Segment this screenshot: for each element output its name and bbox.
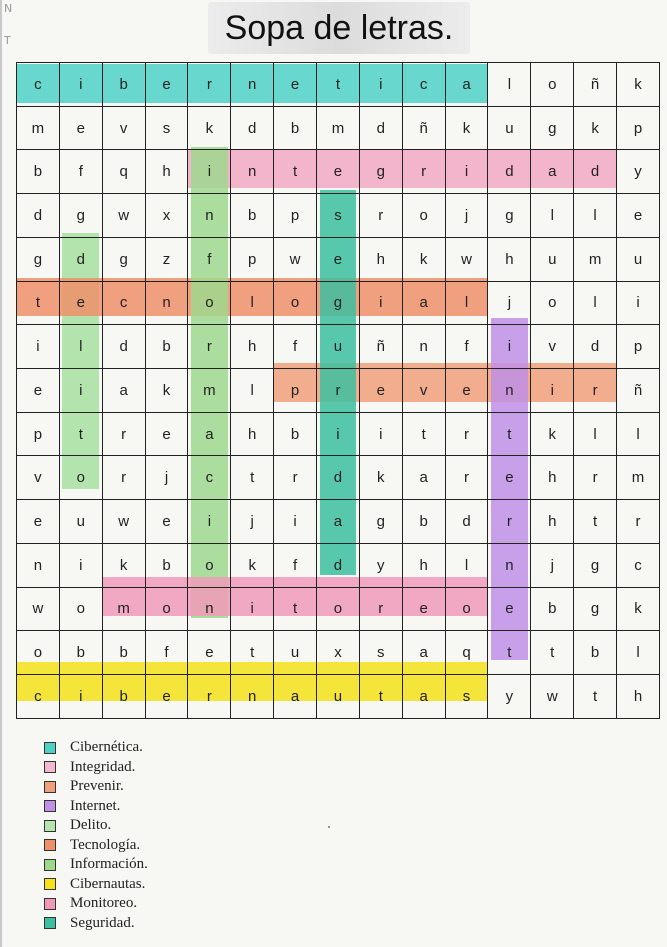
grid-cell: e: [402, 587, 445, 631]
legend-label: Prevenir.: [70, 778, 124, 795]
grid-cell: v: [17, 456, 60, 500]
grid-cell: y: [359, 543, 402, 587]
grid-cell: c: [17, 675, 60, 719]
grid-cell: u: [59, 500, 102, 544]
grid-cell: m: [188, 369, 231, 413]
grid-cell: i: [359, 412, 402, 456]
grid-cell: b: [145, 543, 188, 587]
grid-cell: n: [188, 587, 231, 631]
grid-cell: b: [531, 587, 574, 631]
grid-cell: k: [359, 456, 402, 500]
color-swatch: [44, 839, 56, 851]
grid-cell: b: [274, 412, 317, 456]
grid-cell: l: [445, 543, 488, 587]
grid-cell: r: [574, 456, 617, 500]
grid-cell: n: [402, 325, 445, 369]
grid-cell: i: [188, 500, 231, 544]
grid-cell: w: [102, 500, 145, 544]
grid-row: [17, 63, 660, 107]
word-search-grid: [16, 62, 660, 703]
grid-cell: h: [617, 675, 660, 719]
grid-cell: l: [231, 281, 274, 325]
grid-cell: f: [274, 325, 317, 369]
grid-cell: t: [574, 675, 617, 719]
grid-cell: o: [145, 587, 188, 631]
grid-cell: r: [359, 587, 402, 631]
grid-cell: l: [59, 325, 102, 369]
grid-cell: i: [617, 281, 660, 325]
grid-cell: l: [574, 412, 617, 456]
grid-cell: ñ: [402, 106, 445, 150]
grid-cell: h: [402, 543, 445, 587]
grid-cell: i: [488, 325, 531, 369]
grid-cell: u: [317, 675, 360, 719]
grid-cell: t: [17, 281, 60, 325]
grid-cell: t: [488, 631, 531, 675]
grid-cell: k: [145, 369, 188, 413]
grid-cell: e: [188, 631, 231, 675]
legend-label: Seguridad.: [70, 914, 135, 931]
grid-cell: b: [102, 631, 145, 675]
grid-cell: i: [317, 412, 360, 456]
grid-cell: l: [231, 369, 274, 413]
grid-cell: l: [617, 631, 660, 675]
grid-cell: h: [531, 500, 574, 544]
grid-cell: t: [231, 631, 274, 675]
legend-item: [44, 894, 148, 914]
legend-item: [44, 816, 148, 836]
grid-cell: d: [574, 325, 617, 369]
grid-cell: d: [445, 500, 488, 544]
grid-cell: p: [617, 106, 660, 150]
grid-cell: g: [59, 194, 102, 238]
grid-cell: x: [317, 631, 360, 675]
grid-cell: o: [59, 587, 102, 631]
grid-cell: j: [145, 456, 188, 500]
grid-cell: t: [274, 150, 317, 194]
page-title: Sopa de letras.: [224, 8, 454, 47]
grid-cell: r: [445, 456, 488, 500]
grid-cell: r: [445, 412, 488, 456]
grid-cell: l: [445, 281, 488, 325]
grid-cell: d: [17, 194, 60, 238]
grid-cell: e: [145, 63, 188, 107]
grid-cell: j: [531, 543, 574, 587]
grid-cell: r: [574, 369, 617, 413]
grid-cell: z: [145, 237, 188, 281]
grid-cell: i: [274, 500, 317, 544]
grid-row: [17, 543, 660, 587]
grid-cell: e: [445, 369, 488, 413]
grid-cell: b: [59, 631, 102, 675]
grid-cell: k: [531, 412, 574, 456]
grid-cell: m: [317, 106, 360, 150]
color-swatch: [44, 742, 56, 754]
color-swatch: [44, 878, 56, 890]
grid-cell: i: [531, 369, 574, 413]
grid-cell: y: [617, 150, 660, 194]
margin-line: [0, 0, 2, 947]
grid-cell: ñ: [617, 369, 660, 413]
grid-cell: a: [317, 500, 360, 544]
grid-cell: i: [59, 543, 102, 587]
grid-cell: e: [488, 587, 531, 631]
grid-cell: a: [102, 369, 145, 413]
grid-cell: h: [531, 456, 574, 500]
grid-cell: d: [359, 106, 402, 150]
legend-label: Cibernética.: [70, 739, 143, 756]
grid-cell: a: [402, 631, 445, 675]
grid-cell: l: [617, 412, 660, 456]
grid-cell: b: [402, 500, 445, 544]
grid-cell: t: [59, 412, 102, 456]
grid-cell: e: [317, 237, 360, 281]
grid-cell: v: [531, 325, 574, 369]
grid-cell: c: [17, 63, 60, 107]
color-swatch: [44, 820, 56, 832]
grid-cell: d: [574, 150, 617, 194]
grid-cell: m: [102, 587, 145, 631]
grid-cell: k: [617, 63, 660, 107]
grid-cell: t: [231, 456, 274, 500]
grid-cell: b: [17, 150, 60, 194]
grid-cell: q: [102, 150, 145, 194]
grid-cell: g: [102, 237, 145, 281]
edge-mark: N: [4, 2, 13, 15]
grid-cell: f: [274, 543, 317, 587]
grid-cell: i: [59, 63, 102, 107]
grid-cell: j: [445, 194, 488, 238]
grid-row: [17, 456, 660, 500]
grid-cell: d: [317, 456, 360, 500]
grid-cell: d: [488, 150, 531, 194]
grid-cell: b: [274, 106, 317, 150]
grid-cell: e: [145, 412, 188, 456]
grid-cell: n: [188, 194, 231, 238]
grid-cell: p: [231, 237, 274, 281]
grid-cell: b: [102, 675, 145, 719]
grid-cell: s: [445, 675, 488, 719]
grid-cell: p: [617, 325, 660, 369]
grid-cell: o: [274, 281, 317, 325]
grid-row: [17, 587, 660, 631]
grid-cell: f: [188, 237, 231, 281]
grid-cell: t: [402, 412, 445, 456]
legend-label: Información.: [70, 856, 148, 873]
grid-cell: n: [17, 543, 60, 587]
word-legend: [44, 738, 148, 933]
grid-cell: c: [102, 281, 145, 325]
grid-cell: o: [188, 281, 231, 325]
color-swatch: [44, 917, 56, 929]
legend-label: Delito.: [70, 817, 112, 834]
letter-table: [16, 62, 660, 719]
edge-mark: T: [4, 34, 11, 47]
grid-cell: r: [188, 325, 231, 369]
grid-cell: j: [231, 500, 274, 544]
grid-cell: k: [231, 543, 274, 587]
grid-cell: a: [402, 456, 445, 500]
grid-cell: r: [317, 369, 360, 413]
grid-cell: k: [102, 543, 145, 587]
grid-cell: c: [188, 456, 231, 500]
grid-cell: s: [317, 194, 360, 238]
grid-cell: g: [574, 543, 617, 587]
grid-cell: k: [188, 106, 231, 150]
grid-cell: q: [445, 631, 488, 675]
legend-item: [44, 836, 148, 856]
legend-label: Tecnología.: [70, 836, 141, 853]
grid-cell: h: [359, 237, 402, 281]
grid-cell: u: [531, 237, 574, 281]
color-swatch: [44, 898, 56, 910]
grid-cell: l: [488, 63, 531, 107]
color-swatch: [44, 800, 56, 812]
grid-cell: r: [402, 150, 445, 194]
legend-item: [44, 875, 148, 895]
grid-cell: r: [188, 63, 231, 107]
grid-cell: t: [574, 500, 617, 544]
legend-item: [44, 777, 148, 797]
grid-cell: h: [488, 237, 531, 281]
grid-cell: c: [402, 63, 445, 107]
legend-label: Integridad.: [70, 758, 136, 775]
grid-cell: a: [274, 675, 317, 719]
grid-cell: y: [488, 675, 531, 719]
grid-row: [17, 237, 660, 281]
grid-cell: c: [617, 543, 660, 587]
grid-cell: g: [488, 194, 531, 238]
grid-cell: w: [274, 237, 317, 281]
grid-cell: u: [488, 106, 531, 150]
grid-cell: l: [574, 194, 617, 238]
grid-cell: v: [402, 369, 445, 413]
grid-row: [17, 325, 660, 369]
legend-label: Cibernautas.: [70, 875, 146, 892]
grid-cell: a: [402, 281, 445, 325]
grid-row: [17, 281, 660, 325]
grid-cell: r: [359, 194, 402, 238]
grid-cell: h: [231, 325, 274, 369]
grid-cell: r: [102, 456, 145, 500]
color-swatch: [44, 781, 56, 793]
grid-cell: j: [488, 281, 531, 325]
grid-cell: e: [145, 675, 188, 719]
grid-cell: n: [231, 150, 274, 194]
grid-row: [17, 412, 660, 456]
grid-cell: f: [59, 150, 102, 194]
grid-cell: v: [102, 106, 145, 150]
grid-cell: s: [145, 106, 188, 150]
legend-label: Monitoreo.: [70, 895, 138, 912]
grid-row: [17, 631, 660, 675]
grid-cell: e: [17, 500, 60, 544]
legend-item: [44, 738, 148, 758]
grid-cell: t: [317, 63, 360, 107]
grid-cell: t: [488, 412, 531, 456]
grid-cell: l: [531, 194, 574, 238]
grid-cell: x: [145, 194, 188, 238]
grid-cell: g: [17, 237, 60, 281]
grid-row: [17, 500, 660, 544]
grid-cell: g: [574, 587, 617, 631]
grid-cell: k: [574, 106, 617, 150]
grid-cell: u: [617, 237, 660, 281]
grid-cell: b: [574, 631, 617, 675]
grid-cell: p: [17, 412, 60, 456]
grid-cell: n: [145, 281, 188, 325]
grid-row: [17, 194, 660, 238]
legend-item: [44, 758, 148, 778]
grid-cell: n: [231, 675, 274, 719]
grid-cell: e: [145, 500, 188, 544]
grid-cell: b: [145, 325, 188, 369]
color-swatch: [44, 859, 56, 871]
grid-cell: n: [488, 543, 531, 587]
grid-cell: r: [274, 456, 317, 500]
grid-cell: h: [145, 150, 188, 194]
grid-cell: r: [188, 675, 231, 719]
grid-cell: e: [359, 369, 402, 413]
grid-cell: o: [17, 631, 60, 675]
grid-cell: o: [445, 587, 488, 631]
grid-cell: d: [231, 106, 274, 150]
grid-cell: d: [317, 543, 360, 587]
grid-cell: d: [102, 325, 145, 369]
grid-cell: o: [188, 543, 231, 587]
grid-cell: s: [359, 631, 402, 675]
grid-cell: i: [17, 325, 60, 369]
grid-cell: i: [59, 369, 102, 413]
legend-item: [44, 797, 148, 817]
grid-cell: b: [102, 63, 145, 107]
grid-cell: r: [488, 500, 531, 544]
grid-cell: p: [274, 369, 317, 413]
grid-cell: e: [317, 150, 360, 194]
grid-cell: g: [359, 150, 402, 194]
grid-cell: t: [274, 587, 317, 631]
grid-cell: m: [617, 456, 660, 500]
grid-cell: i: [59, 675, 102, 719]
grid-row: [17, 106, 660, 150]
grid-cell: d: [59, 237, 102, 281]
grid-row: [17, 675, 660, 719]
grid-cell: n: [488, 369, 531, 413]
grid-cell: f: [445, 325, 488, 369]
legend-item: [44, 914, 148, 934]
grid-cell: o: [531, 63, 574, 107]
grid-cell: a: [188, 412, 231, 456]
grid-cell: g: [317, 281, 360, 325]
grid-cell: i: [231, 587, 274, 631]
legend-label: Internet.: [70, 797, 121, 814]
grid-cell: i: [359, 281, 402, 325]
grid-cell: e: [488, 456, 531, 500]
grid-cell: u: [317, 325, 360, 369]
grid-cell: g: [531, 106, 574, 150]
pen-dot: [328, 826, 330, 828]
grid-cell: e: [617, 194, 660, 238]
grid-cell: e: [274, 63, 317, 107]
grid-cell: t: [359, 675, 402, 719]
grid-cell: o: [531, 281, 574, 325]
grid-cell: b: [231, 194, 274, 238]
grid-row: [17, 369, 660, 413]
grid-cell: m: [17, 106, 60, 150]
grid-cell: o: [317, 587, 360, 631]
grid-cell: e: [17, 369, 60, 413]
grid-cell: a: [531, 150, 574, 194]
grid-cell: h: [231, 412, 274, 456]
grid-cell: t: [531, 631, 574, 675]
legend-item: [44, 855, 148, 875]
grid-cell: r: [617, 500, 660, 544]
grid-cell: e: [59, 106, 102, 150]
grid-cell: i: [188, 150, 231, 194]
grid-cell: l: [574, 281, 617, 325]
grid-cell: i: [445, 150, 488, 194]
grid-cell: ñ: [359, 325, 402, 369]
grid-cell: o: [59, 456, 102, 500]
grid-cell: ñ: [574, 63, 617, 107]
grid-cell: w: [17, 587, 60, 631]
grid-cell: g: [359, 500, 402, 544]
grid-cell: e: [59, 281, 102, 325]
grid-cell: k: [617, 587, 660, 631]
grid-cell: m: [574, 237, 617, 281]
grid-cell: u: [274, 631, 317, 675]
grid-cell: i: [359, 63, 402, 107]
color-swatch: [44, 761, 56, 773]
grid-cell: r: [102, 412, 145, 456]
grid-cell: w: [102, 194, 145, 238]
grid-cell: k: [402, 237, 445, 281]
grid-cell: f: [145, 631, 188, 675]
grid-cell: w: [531, 675, 574, 719]
grid-cell: k: [445, 106, 488, 150]
grid-cell: a: [445, 63, 488, 107]
grid-cell: a: [402, 675, 445, 719]
grid-cell: o: [402, 194, 445, 238]
grid-cell: w: [445, 237, 488, 281]
grid-row: [17, 150, 660, 194]
grid-cell: n: [231, 63, 274, 107]
grid-cell: p: [274, 194, 317, 238]
